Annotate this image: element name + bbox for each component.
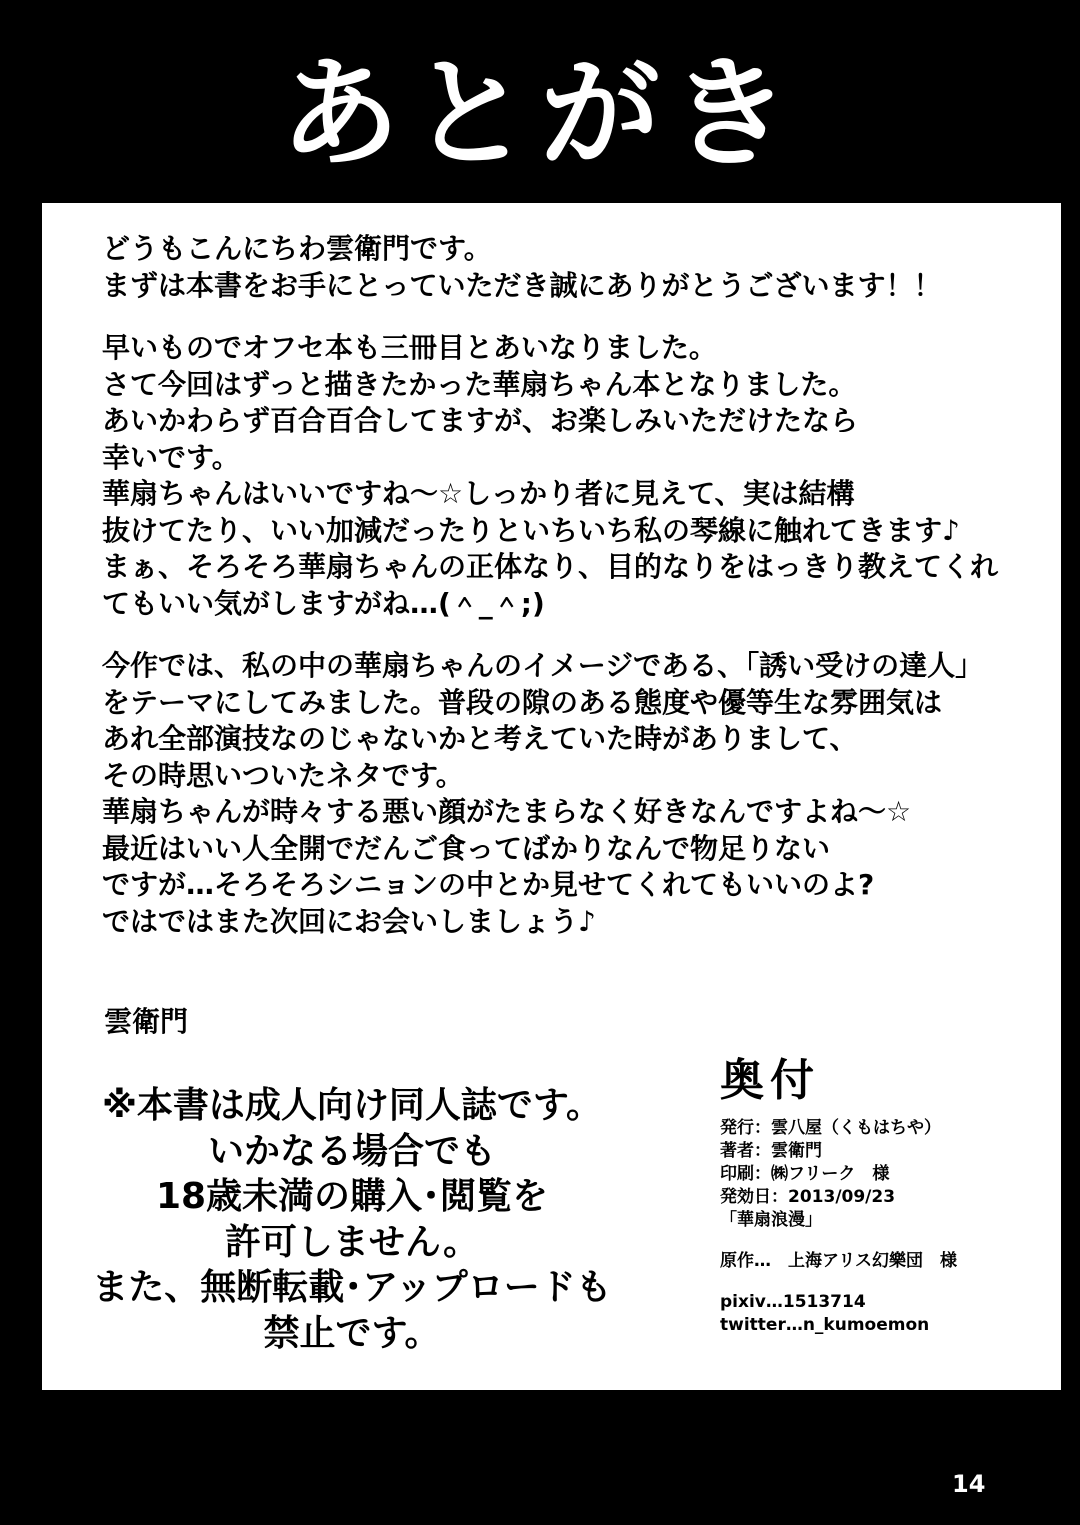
paragraph-gap — [102, 304, 1032, 330]
colophon-book-title: 「華扇浪漫」 — [720, 1210, 822, 1230]
colophon-twitter: twitter…n_kumoemon — [720, 1315, 930, 1335]
warning-line: 18歳未満の購入･閲覧を — [155, 1176, 549, 1217]
colophon-pixiv: pixiv…1513714 — [720, 1292, 866, 1312]
paragraph-gap — [102, 622, 1032, 648]
afterword-line: 最近はいい人全開でだんご食ってばかりなんで物足りない — [102, 831, 831, 865]
afterword-line: 抜けてたり、いい加減だったりといちいち私の琴線に触れてきます♪ — [102, 513, 960, 547]
author-signature: 雲衛門 — [104, 1005, 189, 1038]
afterword-line: 華扇ちゃんが時々する悪い顔がたまらなく好きなんですよね～☆ — [102, 795, 912, 828]
afterword-line: 早いものでオフセ本も三冊目とあいなりました。 — [102, 331, 717, 364]
afterword-text — [102, 231, 1032, 940]
afterword-line: ですが…そろそろシニョンの中とか見せてくれてもいいのよ? — [102, 868, 875, 901]
afterword-line: あいかわらず百合百合してますが、お楽しみいただけたなら — [102, 404, 859, 437]
colophon-original: 原作… 上海アリス幻樂団 様 — [720, 1251, 957, 1271]
colophon-publisher: 発行：雲八屋（くもはちや） — [720, 1118, 941, 1138]
colophon-spacer — [720, 1273, 1040, 1291]
afterword-line: ではではまた次回にお会いしましょう♪ — [102, 904, 596, 938]
colophon-spacer — [720, 1232, 1040, 1250]
warning-line: 禁止です。 — [263, 1312, 441, 1354]
page-number: 14 — [952, 1470, 986, 1498]
colophon-author: 著者：雲衛門 — [720, 1141, 822, 1161]
warning-line: また、無断転載･アップロードも — [92, 1267, 612, 1308]
afterword-line: その時思いついたネタです。 — [102, 758, 464, 792]
colophon-printer: 印刷：㈱フリーク 様 — [720, 1164, 890, 1184]
afterword-line: まずは本書をお手にとっていただき誠にありがとうございます！！ — [102, 268, 942, 302]
afterword-line: まぁ、そろそろ華扇ちゃんの正体なり、目的なりをはっきり教えてくれ — [102, 550, 999, 583]
afterword-line: てもいい気がしますがね…(＾_＾;) — [102, 586, 545, 620]
afterword-line: 今作では、私の中の華扇ちゃんのイメージである、「誘い受けの達人」 — [102, 649, 984, 682]
warning-line: ※本書は成人向け同人誌です。 — [101, 1085, 603, 1126]
afterword-line: 幸いです。 — [102, 440, 240, 474]
afterword-line: をテーマにしてみました。普段の隙のある態度や優等生な雰囲気は — [102, 685, 943, 719]
content-panel — [42, 203, 1061, 1390]
colophon-date: 発効日：2013/09/23 — [720, 1187, 896, 1207]
warning-line: いかなる場合でも — [207, 1130, 496, 1172]
afterword-line: あれ全部演技なのじゃないかと考えていた時がありまして、 — [102, 722, 858, 755]
warning-line: 許可しません。 — [224, 1221, 480, 1263]
afterword-line: さて今回はずっと描きたかった華扇ちゃん本となりました。 — [102, 367, 857, 401]
afterword-line: 華扇ちゃんはいいですね～☆しっかり者に見えて、実は結構 — [102, 477, 855, 510]
colophon — [720, 1053, 1040, 1337]
colophon-title: 奥付 — [720, 1055, 820, 1106]
page-title: あとがき — [280, 45, 800, 184]
afterword-line: どうもこんにちわ雲衛門です。 — [102, 232, 492, 265]
adult-content-warning — [62, 1083, 642, 1356]
